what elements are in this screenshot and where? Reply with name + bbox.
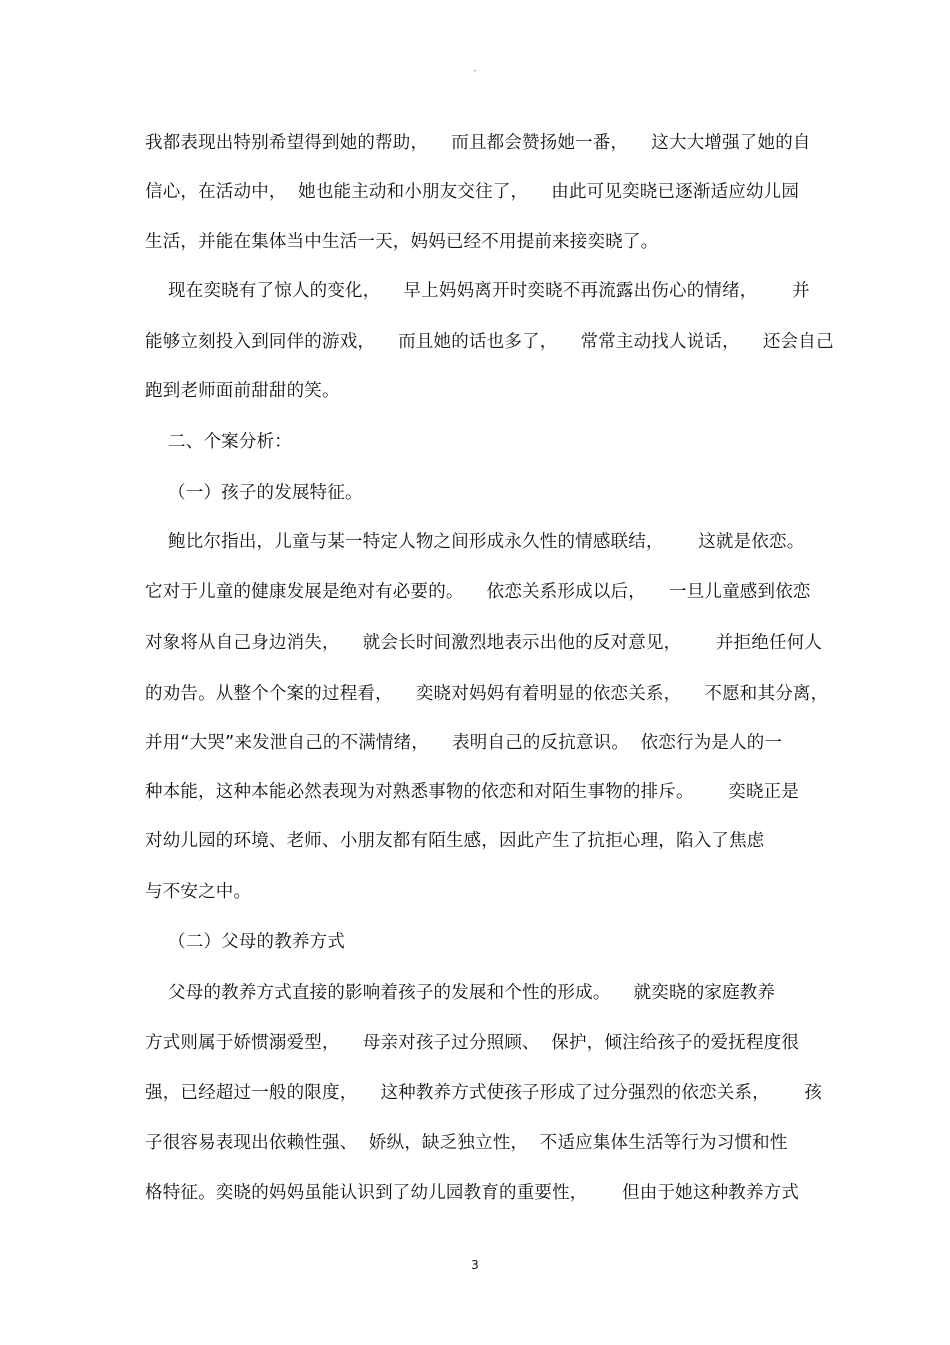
text-line: 方式则属于娇惯溺爱型， 母亲对孩子过分照顾、 保护，倾注给孩子的爱抚程度很 <box>145 1033 800 1053</box>
text-line: 种本能，这种本能必然表现为对熟悉事物的依恋和对陌生事物的排斥。 奕晓正是 <box>145 782 800 802</box>
text-line: 并用“大哭”来发泄自己的不满情绪， 表明自己的反抗意识。 依恋行为是人的一 <box>145 733 783 753</box>
text-line: 的劝告。从整个个案的过程看， 奕晓对妈妈有着明显的依恋关系， 不愿和其分离， <box>145 684 829 704</box>
text-line: 父母的教养方式直接的影响着孩子的发展和个性的形成。 就奕晓的家庭教养 <box>145 983 776 1003</box>
subsection-heading: （一）孩子的发展特征。 <box>145 483 363 503</box>
text-line: 信心，在活动中， 她也能主动和小朋友交往了， 由此可见奕晓已逐渐适应幼儿园 <box>145 182 800 202</box>
text-line: 强，已经超过一般的限度， 这种教养方式使孩子形成了过分强烈的依恋关系， 孩 <box>145 1083 823 1103</box>
text-line: 它对于儿童的健康发展是绝对有必要的。 依恋关系形成以后， 一旦儿童感到依恋 <box>145 582 811 602</box>
section-heading: 二、个案分析： <box>145 432 292 452</box>
text-line: 子很容易表现出依赖性强、 娇纵，缺乏独立性， 不适应集体生活等行为习惯和性 <box>145 1133 788 1153</box>
text-line: 对幼儿园的环境、老师、小朋友都有陌生感，因此产生了抗拒心理，陷入了焦虑 <box>145 831 765 851</box>
page-number: 3 <box>471 1258 479 1272</box>
text-line: 鲍比尔指出，儿童与某一特定人物之间形成永久性的情感联结， 这就是依恋。 <box>145 532 805 552</box>
header-mark: - <box>473 66 477 76</box>
text-line: 与不安之中。 <box>145 882 252 902</box>
subsection-heading: （二）父母的教养方式 <box>145 932 346 952</box>
text-line: 格特征。奕晓的妈妈虽能认识到了幼儿园教育的重要性， 但由于她这种教养方式 <box>145 1183 800 1203</box>
text-line: 我都表现出特别希望得到她的帮助， 而且都会赞扬她一番， 这大大增强了她的自 <box>145 133 811 153</box>
text-line: 能够立刻投入到同伴的游戏， 而且她的话也多了， 常常主动找人说话， 还会自己 <box>145 332 834 352</box>
text-line: 对象将从自己身边消失， 就会长时间激烈地表示出他的反对意见， 并拒绝任何人 <box>145 633 823 653</box>
text-line: 现在奕晓有了惊人的变化， 早上妈妈离开时奕晓不再流露出伤心的情绪， 并 <box>145 281 810 301</box>
text-line: 跑到老师面前甜甜的笑。 <box>145 381 340 401</box>
text-line: 生活，并能在集体当中生活一天，妈妈已经不用提前来接奕晓了。 <box>145 232 659 252</box>
